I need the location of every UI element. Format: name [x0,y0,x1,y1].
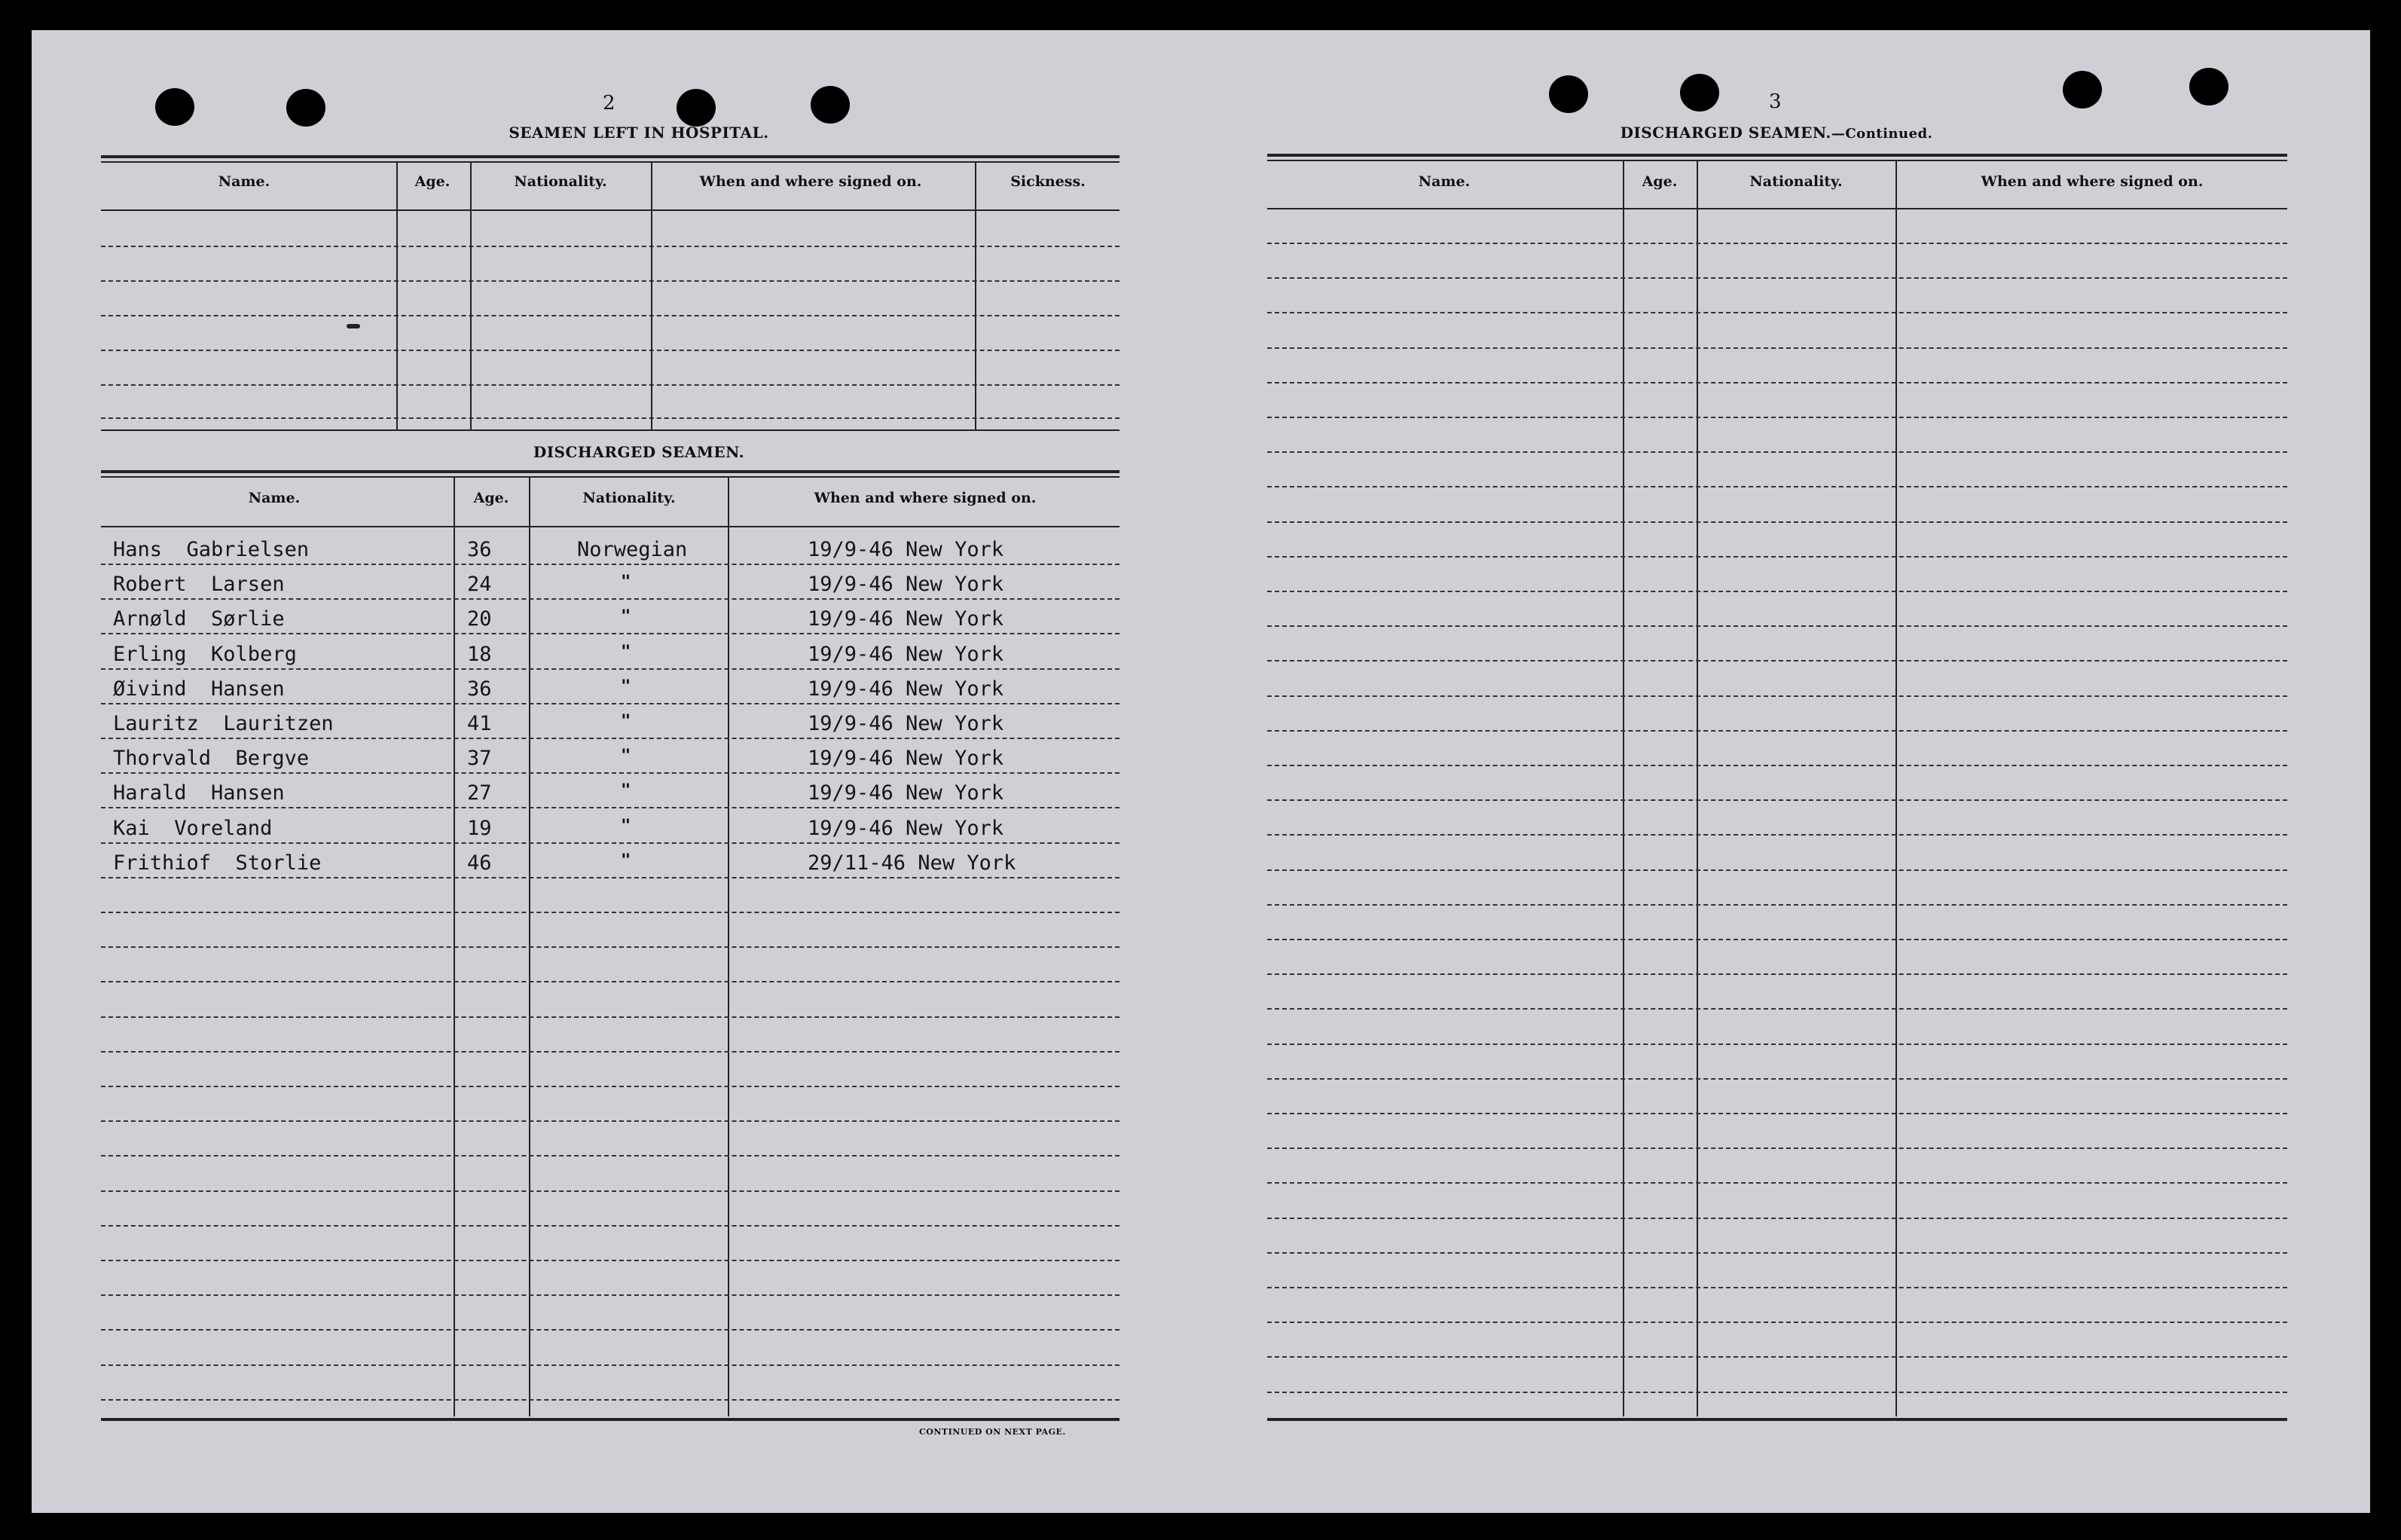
seaman-age: 19 [467,817,492,840]
column-divider [396,161,398,431]
seaman-name: Erling Kolberg [113,643,297,666]
right-title-suffix: —Continued. [1831,126,1933,142]
ruled-line [1267,382,2287,383]
punch-hole [155,88,194,126]
seaman-signed-on: 29/11-46 New York [808,851,1016,875]
punch-hole [811,86,850,124]
ruled-line [1267,730,2287,732]
ruled-line [101,1260,1120,1261]
seaman-age: 41 [467,712,492,735]
ruled-line [101,807,1120,808]
seaman-nationality: " [621,607,631,626]
rule [101,1418,1120,1421]
right-section-title [1475,124,2078,142]
ruled-line [1267,660,2287,662]
seaman-name: Thorvald Bergve [113,747,310,770]
ruled-line [1267,1113,2287,1114]
punch-hole [286,89,325,127]
seaman-signed-on: 19/9-46 New York [808,817,1004,840]
ruled-line [101,1120,1120,1122]
ruled-line [101,315,1120,316]
ruled-line [101,1155,1120,1157]
seaman-age: 37 [467,747,492,770]
seaman-age: 36 [467,538,492,561]
ruled-line [1267,1147,2287,1149]
seaman-name: Lauritz Lauritzen [113,712,334,735]
rule [101,476,1120,478]
hospital-col-signed-on: When and where signed on. [699,173,922,190]
right-col-nationality: Nationality. [1749,173,1843,190]
ruled-line [101,1190,1120,1192]
ruled-line [101,1329,1120,1331]
ruled-line [101,772,1120,774]
ruled-line [1267,834,2287,836]
seaman-signed-on: 19/9-46 New York [808,538,1004,561]
ruled-line [1267,1008,2287,1010]
seaman-age: 24 [467,573,492,596]
ruled-line [101,633,1120,634]
seaman-nationality: " [621,851,631,870]
seaman-name: Øivind Hansen [113,677,285,701]
ruled-line [101,981,1120,982]
column-divider [651,161,652,431]
ruled-line [101,564,1120,565]
seaman-name: Frithiof Storlie [113,851,322,875]
continued-footer: CONTINUED ON NEXT PAGE. [919,1427,1066,1437]
ruled-line [1267,451,2287,453]
right-col-name: Name. [1418,173,1471,190]
seaman-signed-on: 19/9-46 New York [808,573,1004,596]
ruled-line [101,350,1120,351]
seaman-nationality: Norwegian [577,538,688,561]
ruled-line [101,1225,1120,1227]
ruled-line [101,703,1120,704]
ruled-line [1267,1392,2287,1393]
ruled-line [1267,904,2287,906]
discharged-section-title: DISCHARGED SEAMEN. [533,443,745,461]
ruled-line [101,1051,1120,1053]
ruled-line [101,738,1120,739]
ruled-line [101,877,1120,878]
ruled-line [101,946,1120,948]
ruled-line [1267,625,2287,627]
ruled-line [101,1294,1120,1296]
ruled-line [1267,1043,2287,1045]
right-col-signed-on: When and where signed on. [1981,173,2204,190]
scanned-document [32,30,2370,1513]
seaman-nationality: " [621,712,631,731]
discharged-col-age: Age. [473,490,509,506]
ruled-line [101,912,1120,913]
seaman-signed-on: 19/9-46 New York [808,781,1004,805]
ruled-line [1267,521,2287,523]
seaman-age: 20 [467,607,492,631]
ruled-line [1267,347,2287,349]
ruled-line [1267,243,2287,244]
ruled-line [1267,277,2287,279]
ruled-line [101,598,1120,600]
discharged-col-nationality: Nationality. [582,490,676,506]
ruled-line [1267,765,2287,766]
ruled-line [1267,556,2287,558]
ruled-line [1267,1078,2287,1080]
hospital-col-sickness: Sickness. [1010,173,1086,190]
seaman-nationality: " [621,817,631,836]
ruled-line [101,1086,1120,1087]
rule [1267,160,2287,161]
seaman-signed-on: 19/9-46 New York [808,747,1004,770]
rule [1267,208,2287,209]
ruled-line [1267,591,2287,592]
hospital-col-nationality: Nationality. [514,173,607,190]
rule [101,155,1120,158]
seaman-nationality: " [621,747,631,765]
seaman-signed-on: 19/9-46 New York [808,643,1004,666]
ruled-line [101,842,1120,844]
punch-hole [677,89,716,127]
page-number-right: 3 [1769,90,1782,113]
ruled-line [1267,939,2287,940]
column-divider [975,161,976,431]
seaman-signed-on: 19/9-46 New York [808,712,1004,735]
column-divider [470,161,472,431]
ruled-line [101,280,1120,282]
seaman-signed-on: 19/9-46 New York [808,677,1004,701]
discharged-col-name: Name. [248,490,301,506]
seaman-age: 27 [467,781,492,805]
seaman-name: Arnøld Sørlie [113,607,285,631]
rule [101,470,1120,473]
ruled-line [101,1364,1120,1366]
hospital-section-title: SEAMEN LEFT IN HOSPITAL. [509,124,769,142]
seaman-age: 46 [467,851,492,875]
ruled-line [101,417,1120,419]
ruled-line [1267,973,2287,975]
rule [1267,154,2287,157]
ruled-line [1267,1356,2287,1358]
rule [101,209,1120,211]
ruled-line [1267,1252,2287,1254]
ruled-line [101,1016,1120,1018]
punch-hole [1549,75,1588,113]
ruled-line [1267,1322,2287,1323]
seaman-name: Harald Hansen [113,781,285,805]
seaman-nationality: " [621,677,631,696]
seaman-age: 36 [467,677,492,701]
seaman-name: Robert Larsen [113,573,285,596]
ruled-line [1267,869,2287,871]
punch-hole [1680,74,1719,112]
discharged-col-signed-on: When and where signed on. [814,490,1037,506]
ruled-line [1267,417,2287,418]
ruled-line [101,1399,1120,1401]
seaman-nationality: " [621,573,631,591]
punch-hole [2189,68,2228,105]
seaman-nationality: " [621,643,631,662]
seaman-age: 18 [467,643,492,666]
right-col-age: Age. [1642,173,1678,190]
ruled-line [101,384,1120,386]
rule [101,526,1120,527]
ruled-line [1267,695,2287,697]
rule [101,429,1120,431]
right-title-main: DISCHARGED SEAMEN. [1620,124,1831,142]
seaman-nationality: " [621,781,631,800]
hospital-col-age: Age. [414,173,451,190]
ruled-line [1267,1287,2287,1288]
ruled-line [101,668,1120,670]
seaman-name: Kai Voreland [113,817,273,840]
ruled-line [1267,1182,2287,1184]
seaman-signed-on: 19/9-46 New York [808,607,1004,631]
ruled-line [1267,1218,2287,1219]
ruled-line [1267,312,2287,313]
seaman-name: Hans Gabrielsen [113,538,310,561]
ruled-line [1267,799,2287,801]
hospital-col-name: Name. [218,173,270,190]
ruled-line [1267,486,2287,487]
rule [1267,1418,2287,1421]
page-number-left: 2 [603,92,616,115]
ruled-line [101,246,1120,247]
rule [101,161,1120,163]
punch-hole [2063,71,2102,108]
ink-mark [347,324,360,328]
